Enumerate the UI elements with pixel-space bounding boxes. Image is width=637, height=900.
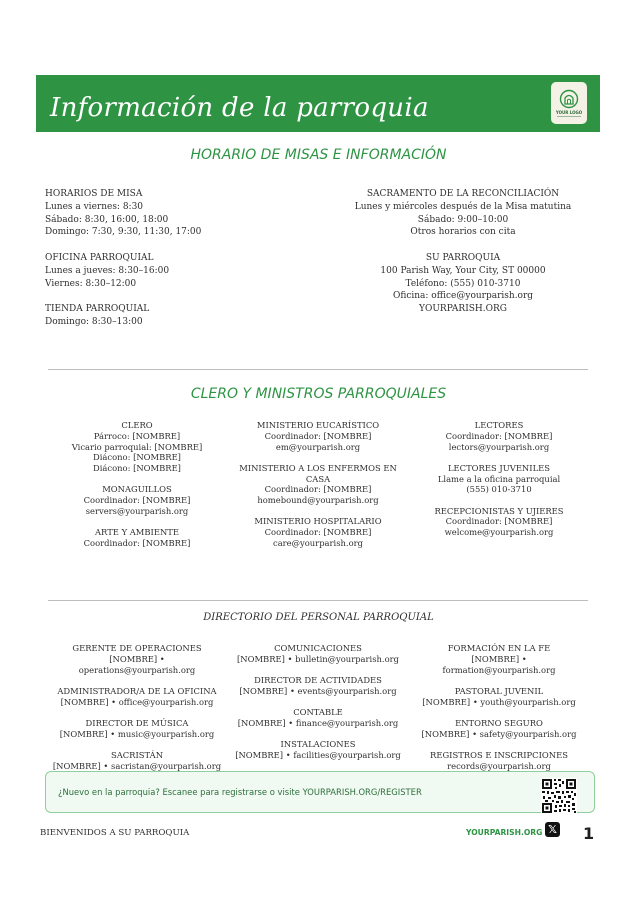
ushers-heading: RECEPCIONISTAS Y UJIERES — [434, 505, 564, 516]
staff-music-contact[interactable]: [NOMBRE] • music@yourparish.org — [59, 728, 215, 739]
parish-address: 100 Parish Way, Your City, ST 00000 — [380, 265, 546, 276]
registration-notice — [45, 771, 595, 813]
clergy-deacon: Diácono: [NOMBRE] — [93, 452, 181, 463]
office-mon-thu: Lunes a jueves: 8:30–16:00 — [45, 265, 170, 276]
staff-ops-email[interactable]: operations@yourparish.org — [78, 664, 196, 675]
clergy-column-2 — [218, 420, 418, 549]
mass-weekday: Lunes a viernes: 8:30 — [45, 201, 144, 212]
staff-sacristan-contact[interactable]: [NOMBRE] • sacristan@yourparish.org — [52, 760, 222, 771]
homebound-heading-cont: CASA — [305, 473, 331, 484]
staff-column-1 — [37, 643, 237, 771]
parish-email[interactable]: Oficina: office@yourparish.org — [392, 291, 534, 302]
page-number: 1 — [583, 824, 595, 843]
section-divider — [48, 369, 588, 370]
staff-ops-name: [NOMBRE] • — [109, 653, 165, 664]
clergy-column-3 — [399, 420, 599, 538]
office-heading: OFICINA PARROQUIAL — [45, 252, 154, 263]
clergy-column-1 — [37, 420, 237, 549]
mass-right-column — [343, 188, 583, 316]
footer-website-link[interactable]: YOURPARISH.ORG — [466, 828, 543, 837]
office-friday: Viernes: 8:30–12:00 — [45, 278, 137, 289]
art-coordinator: Coordinador: [NOMBRE] — [83, 537, 191, 548]
staff-comms-contact[interactable]: [NOMBRE] • bulletin@yourparish.org — [237, 653, 399, 664]
hospital-email[interactable]: care@yourparish.org — [273, 537, 363, 548]
x-icon[interactable]: 𝕏 — [545, 822, 560, 837]
qr-code-icon[interactable] — [541, 778, 577, 814]
staff-column-3 — [399, 643, 599, 771]
section-divider — [48, 600, 588, 601]
registration-text[interactable]: ¿Nuevo en la parroquia? Escanee para registrarse o visite YOURPARISH.ORG/REGISTER — [58, 787, 422, 797]
parish-heading: SU PARROQUIA — [425, 252, 501, 263]
lectors-coordinator: Coordinador: [NOMBRE] — [445, 430, 553, 441]
staff-ops-heading: GERENTE DE OPERACIONES — [72, 643, 202, 653]
mass-saturday: Sábado: 8:30, 16:00, 18:00 — [45, 214, 169, 225]
logo-underline — [557, 116, 581, 117]
clergy-heading: CLERO — [121, 420, 153, 430]
page-title: Información de la parroquia — [50, 93, 429, 123]
store-heading: TIENDA PARROQUIAL — [45, 304, 150, 315]
lectors-heading: LECTORES — [474, 420, 524, 430]
art-heading: ARTE Y AMBIENTE — [95, 527, 179, 538]
staff-formation-heading: FORMACIÓN EN LA FE — [447, 643, 551, 653]
staff-comms-heading: COMUNICACIONES — [274, 643, 362, 653]
mass-sunday: Domingo: 7:30, 9:30, 11:30, 17:00 — [45, 227, 202, 238]
reconciliation-weekday: Lunes y miércoles después de la Misa matutina — [354, 201, 572, 212]
youth-lectors-note: Llame a la oficina parroquial — [437, 473, 561, 484]
staff-safety-contact[interactable]: [NOMBRE] • safety@yourparish.org — [421, 728, 577, 739]
mass-section-title: HORARIO DE MISAS E INFORMACIÓN — [190, 147, 447, 163]
staff-facilities-contact[interactable]: [NOMBRE] • facilities@yourparish.org — [235, 749, 401, 760]
store-sunday: Domingo: 8:30–13:00 — [45, 316, 143, 327]
clergy-pastor: Párroco: [NOMBRE] — [93, 430, 181, 441]
reconciliation-other: Otros horarios con cita — [410, 227, 516, 238]
staff-youth-heading: PASTORAL JUVENIL — [454, 685, 544, 696]
staff-office-heading: ADMINISTRADOR/A DE LA OFICINA — [57, 685, 217, 696]
staff-records-email[interactable]: records@yourparish.org — [447, 760, 551, 771]
lectors-email[interactable]: lectors@yourparish.org — [448, 441, 550, 452]
staff-activities-contact[interactable]: [NOMBRE] • events@yourparish.org — [239, 685, 397, 696]
staff-facilities-heading: INSTALACIONES — [280, 738, 356, 749]
staff-activities-heading: DIRECTOR DE ACTIVIDADES — [254, 674, 382, 685]
parish-logo — [551, 82, 587, 124]
homebound-coordinator: Coordinador: [NOMBRE] — [264, 484, 372, 495]
servers-heading: MONAGUILLOS — [102, 484, 172, 495]
church-icon — [559, 89, 579, 109]
staff-formation-email[interactable]: formation@yourparish.org — [442, 664, 556, 675]
footer-welcome: BIENVENIDOS A SU PARROQUIA — [40, 828, 190, 838]
eucharistic-email[interactable]: em@yourparish.org — [275, 441, 361, 452]
logo-text: YOUR LOGO — [555, 110, 583, 115]
eucharistic-heading: MINISTERIO EUCARÍSTICO — [256, 420, 380, 430]
eucharistic-coordinator: Coordinador: [NOMBRE] — [264, 430, 372, 441]
staff-youth-contact[interactable]: [NOMBRE] • youth@yourparish.org — [422, 696, 576, 707]
parish-website[interactable]: YOURPARISH.ORG — [419, 304, 507, 315]
reconciliation-saturday: Sábado: 9:00–10:00 — [417, 214, 509, 225]
staff-column-2 — [218, 643, 418, 761]
staff-formation-name: [NOMBRE] • — [471, 653, 527, 664]
clergy-deacon: Diácono: [NOMBRE] — [93, 463, 181, 474]
staff-safety-heading: ENTORNO SEGURO — [455, 717, 543, 728]
mass-left-column — [45, 188, 201, 329]
clergy-vicar: Vicario parroquial: [NOMBRE] — [71, 441, 203, 452]
ushers-email[interactable]: welcome@yourparish.org — [444, 527, 554, 538]
staff-sacristan-heading: SACRISTÁN — [110, 749, 164, 760]
youth-lectors-heading: LECTORES JUVENILES — [448, 462, 550, 473]
homebound-heading: MINISTERIO A LOS ENFERMOS EN — [239, 462, 397, 473]
mass-heading: HORARIOS DE MISA — [45, 189, 143, 199]
staff-finance-heading: CONTABLE — [293, 706, 343, 717]
hospital-heading: MINISTERIO HOSPITALARIO — [254, 516, 382, 527]
servers-coordinator: Coordinador: [NOMBRE] — [83, 495, 191, 506]
staff-section-title: DIRECTORIO DEL PERSONAL PARROQUIAL — [203, 612, 434, 623]
servers-email[interactable]: servers@yourparish.org — [85, 505, 189, 516]
reconciliation-heading: SACRAMENTO DE LA RECONCILIACIÓN — [366, 189, 560, 199]
staff-records-heading: REGISTROS E INSCRIPCIONES — [430, 749, 568, 760]
staff-finance-contact[interactable]: [NOMBRE] • finance@yourparish.org — [237, 717, 399, 728]
header-banner — [36, 75, 600, 132]
hospital-coordinator: Coordinador: [NOMBRE] — [264, 527, 372, 538]
clergy-section-title: CLERO Y MINISTROS PARROQUIALES — [190, 386, 447, 402]
parish-phone: Teléfono: (555) 010-3710 — [405, 278, 521, 289]
staff-music-heading: DIRECTOR DE MÚSICA — [85, 717, 189, 728]
homebound-email[interactable]: homebound@yourparish.org — [257, 495, 379, 506]
ushers-coordinator: Coordinador: [NOMBRE] — [445, 516, 553, 527]
staff-office-contact[interactable]: [NOMBRE] • office@yourparish.org — [60, 696, 214, 707]
youth-lectors-phone: (555) 010-3710 — [466, 484, 532, 495]
